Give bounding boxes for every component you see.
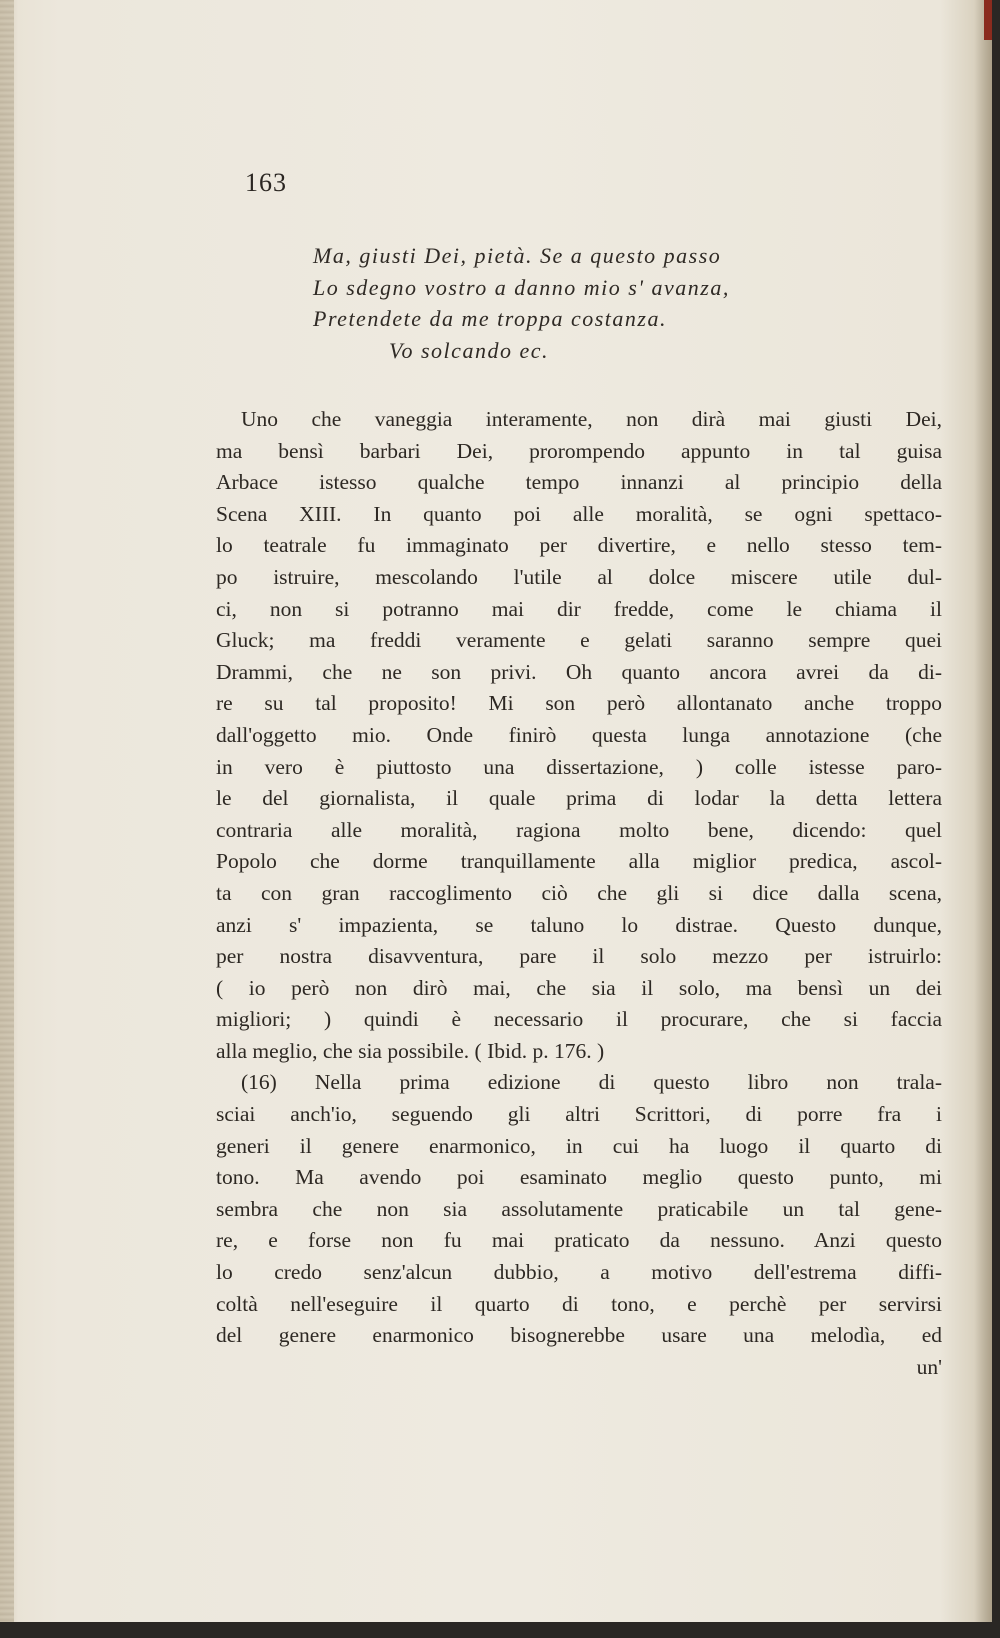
text-line: alla meglio, che sia possibile. ( Ibid. p. 176. ) xyxy=(216,1038,605,1063)
text-line: Arbace istesso qualche tempo innanzi al principio della xyxy=(216,470,942,495)
verse-line: Ma, giusti Dei, pietà. Se a questo passo xyxy=(313,243,722,268)
text-line: sciai anch'io, seguendo gli altri Scrittori, di porre fra i xyxy=(216,1102,942,1127)
page-binding-edge xyxy=(0,0,14,1622)
text-line: contraria alle moralità, ragiona molto bene, dicendo: quel xyxy=(216,817,942,842)
text-line: re, e forse non fu mai praticato da nessuno. Anzi questo xyxy=(216,1228,942,1253)
text-line: dall'oggetto mio. Onde finirò questa lunga annotazione (che xyxy=(216,722,942,747)
text-line: tono. Ma avendo poi esaminato meglio questo punto, mi xyxy=(216,1165,942,1190)
text-line: ta con gran raccoglimento ciò che gli si dice dalla scena, xyxy=(216,880,942,905)
text-line: le del giornalista, il quale prima di lodar la detta lettera xyxy=(216,786,942,811)
text-line: anzi s' impazienta, se taluno lo distrae. Questo dunque, xyxy=(216,912,942,937)
text-line: ma bensì barbari Dei, prorompendo appunto in tal guisa xyxy=(216,438,942,463)
text-line: in vero è piuttosto una dissertazione, ) colle istesse paro- xyxy=(216,754,942,779)
text-line: Uno che vaneggia interamente, non dirà mai giusti Dei, xyxy=(241,407,942,431)
text-line: per nostra disavventura, pare il solo mezzo per istruirlo: xyxy=(216,944,942,969)
catchword: un' xyxy=(916,1354,942,1379)
text-line: migliori; ) quindi è necessario il procurare, che si faccia xyxy=(216,1007,942,1032)
text-line: lo teatrale fu immaginato per divertire, e nello stesso tem- xyxy=(216,533,942,558)
verse-line: Lo sdegno vostro a danno mio s' avanza, xyxy=(313,274,730,300)
text-line: lo credo senz'alcun dubbio, a motivo dell'estrema diffi- xyxy=(216,1260,942,1285)
verse-line: Pretendete da me troppa costanza. xyxy=(313,306,667,331)
text-line: sembra che non sia assolutamente praticabile un tal gene- xyxy=(216,1196,942,1221)
text-line: ci, non si potranno mai dir fredde, come le chiama il xyxy=(216,596,942,621)
text-line: Scena XIII. In quanto poi alle moralità, se ogni spettaco- xyxy=(216,501,942,526)
text-line: generi il genere enarmonico, in cui ha luogo il quarto di xyxy=(216,1133,942,1158)
text-line: coltà nell'eseguire il quarto di tono, e perchè per servirsi xyxy=(216,1291,942,1316)
text-line: po istruire, mescolando l'utile al dolce miscere utile dul- xyxy=(216,564,942,589)
text-line: ( io però non dirò mai, che sia il solo, ma bensì un dei xyxy=(216,975,942,1000)
text-line: (16) Nella prima edizione di questo libro non trala- xyxy=(241,1070,942,1095)
text-line: del genere enarmonico bisognerebbe usare una melodìa, ed xyxy=(216,1323,942,1348)
corner-ribbon-mark xyxy=(984,0,992,40)
text-line: Drammi, che ne son privi. Oh quanto ancora avrei da di- xyxy=(216,659,942,684)
page-right-edge xyxy=(974,0,992,1622)
text-line: re su tal proposito! Mi son però allontanato anche troppo xyxy=(216,691,942,716)
verse-quotation xyxy=(313,240,873,366)
verse-line: Vo solcando ec. xyxy=(389,337,549,363)
text-line: Gluck; ma freddi veramente e gelati saranno sempre quei xyxy=(216,628,942,653)
page-number: 163 xyxy=(245,168,287,197)
text-line: Popolo che dorme tranquillamente alla miglior predica, ascol- xyxy=(216,849,942,874)
body-text xyxy=(216,404,942,1383)
